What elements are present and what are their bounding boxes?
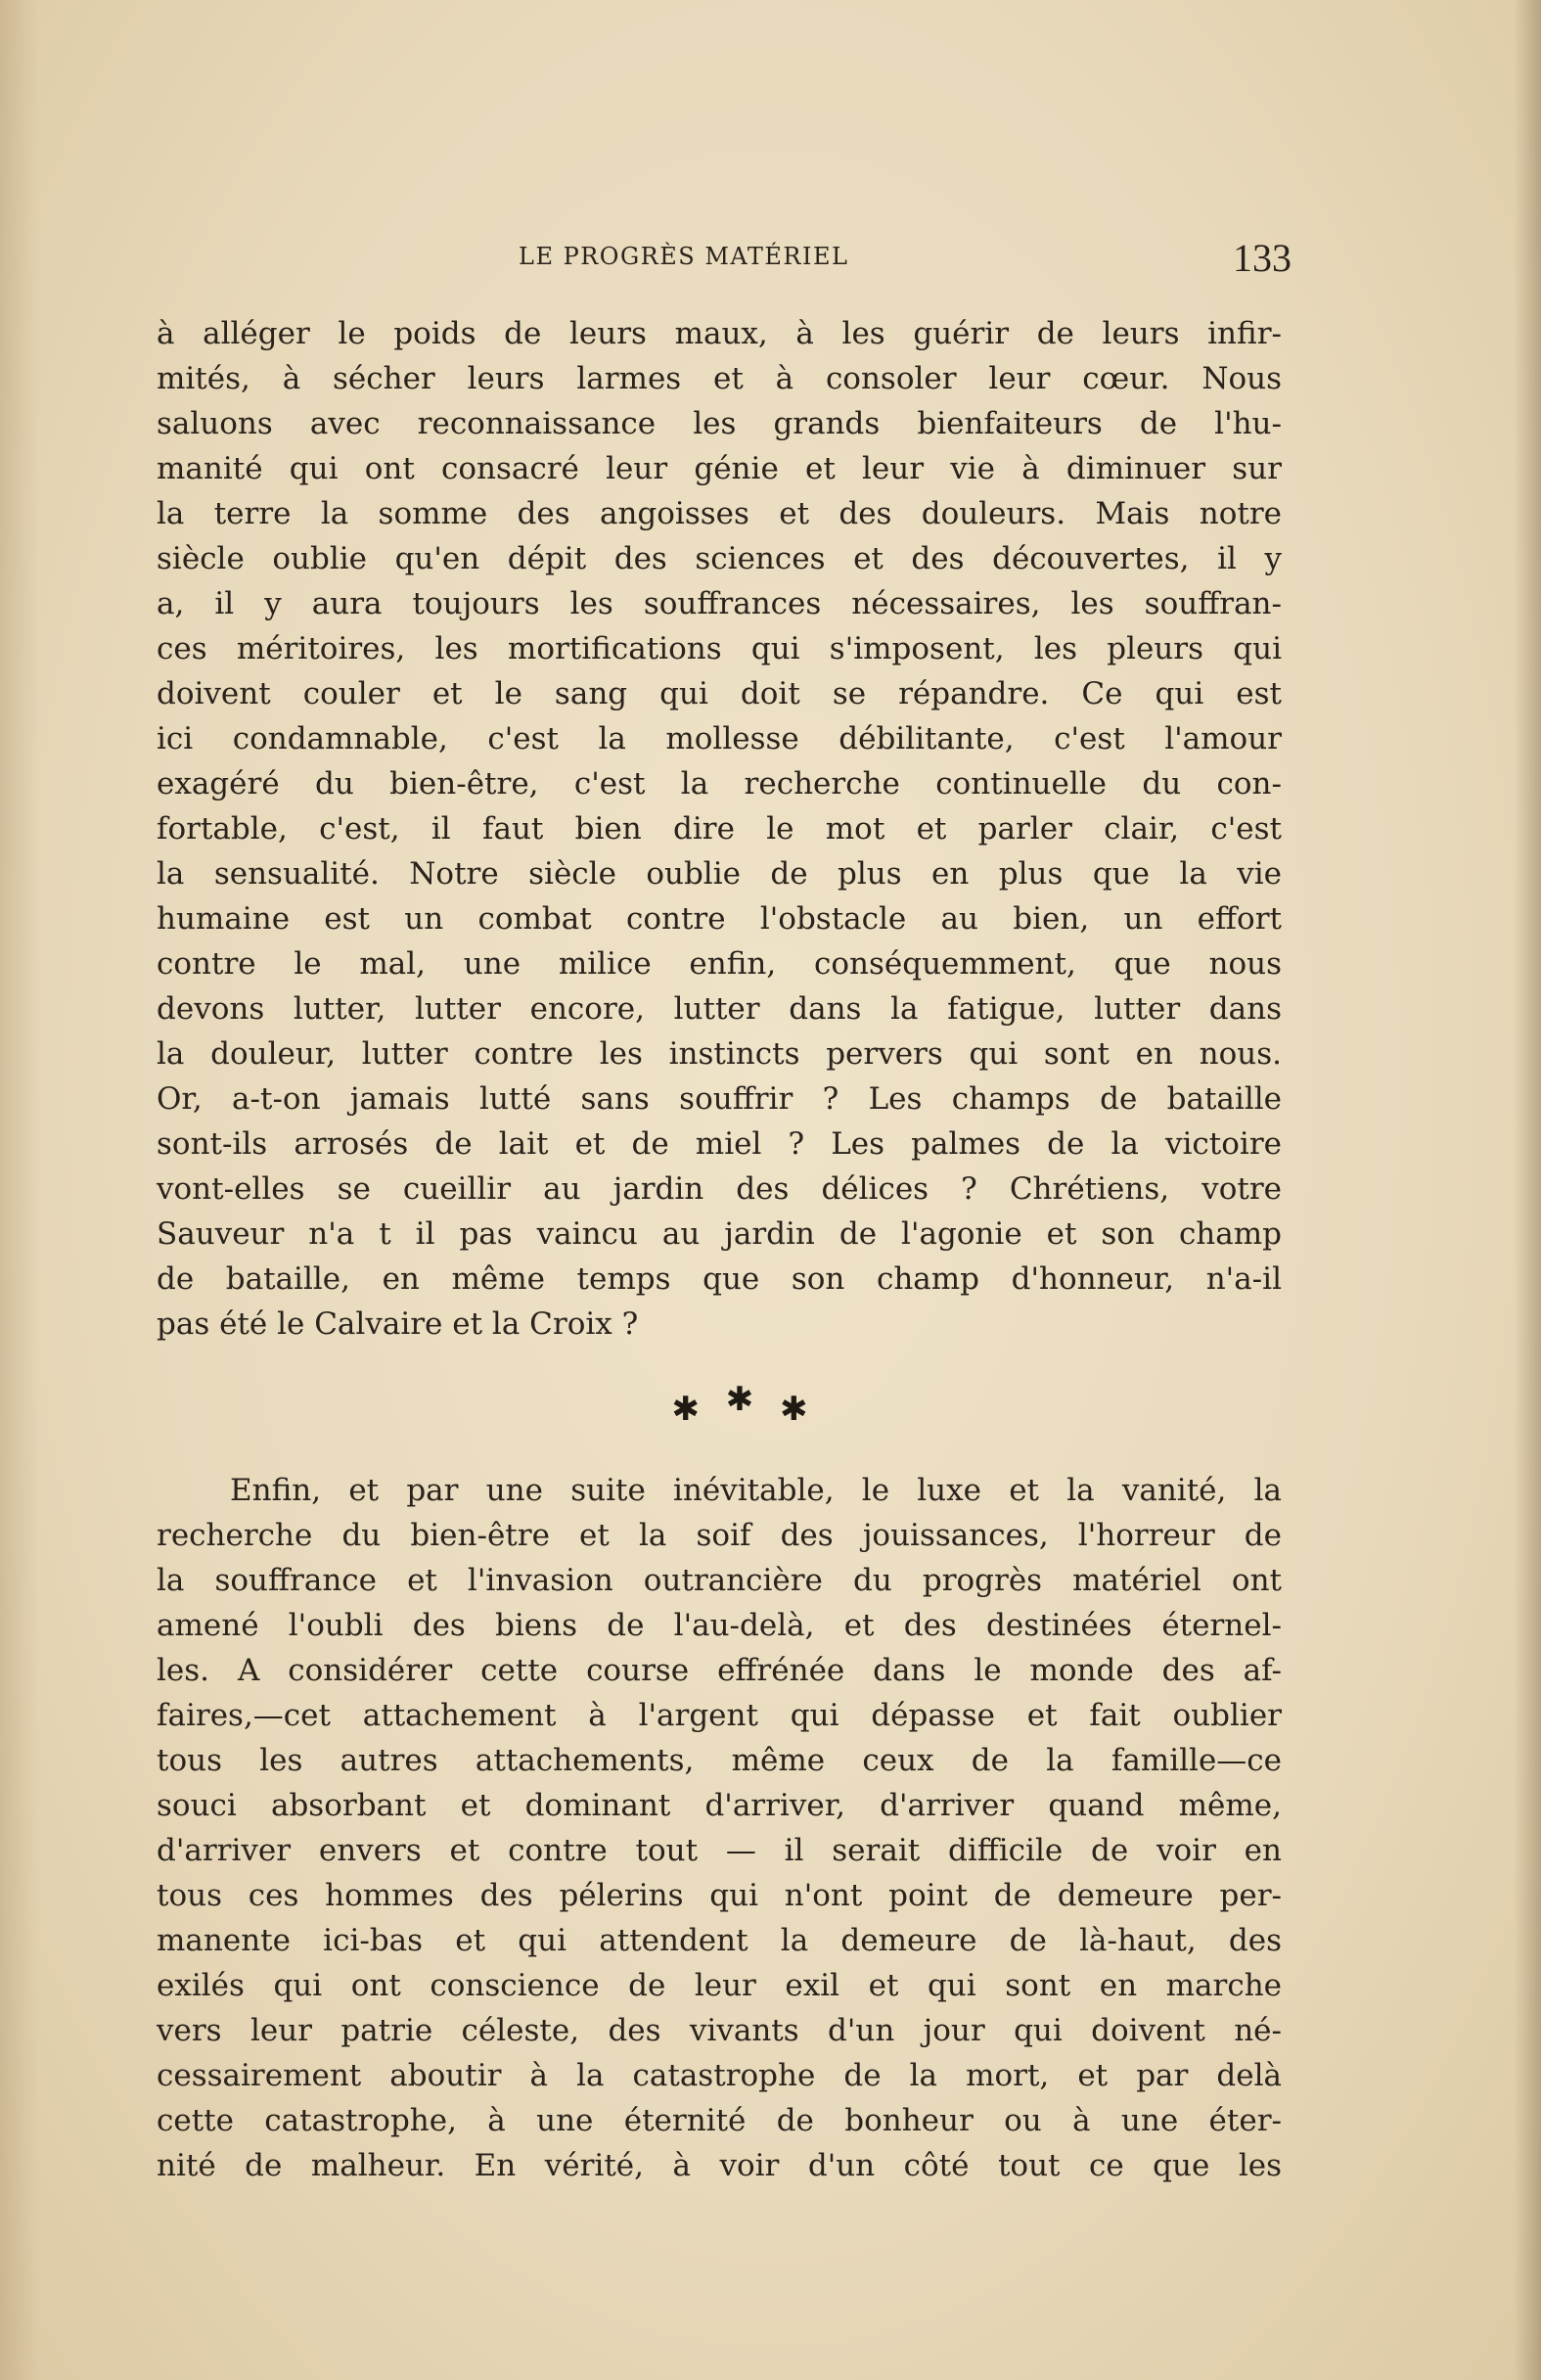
text-line: la douleur, lutter contre les instincts pervers qui sont en nous.	[157, 1036, 1282, 1072]
text-line: manité qui ont consacré leur génie et leur vie à diminuer sur	[157, 451, 1282, 486]
running-title: LE PROGRÈS MATÉRIEL	[519, 243, 849, 270]
text-line: vers leur patrie céleste, des vivants d'un jour qui doivent né-	[157, 2013, 1282, 2048]
paragraph-1	[157, 311, 1282, 1347]
text-line: saluons avec reconnaissance les grands bienfaiteurs de l'hu-	[157, 406, 1282, 441]
text-line: a, il y aura toujours les souffrances nécessaires, les souffran-	[157, 586, 1282, 621]
text-line: amené l'oubli des biens de l'au-delà, et des destinées éternel-	[157, 1608, 1282, 1643]
section-separator	[0, 1380, 1487, 1429]
text-line: les. A considérer cette course effrénée dans le monde des af-	[157, 1653, 1282, 1688]
text-line: d'arriver envers et contre tout — il serait difficile de voir en	[157, 1833, 1282, 1868]
asterisk-icon: ✱	[725, 1380, 762, 1419]
text-line: tous ces hommes des pélerins qui n'ont point de demeure per-	[157, 1878, 1282, 1913]
text-line: souci absorbant et dominant d'arriver, d'arriver quand même,	[157, 1788, 1282, 1823]
paragraph-2	[157, 1468, 1282, 2188]
page-number: 133	[1233, 236, 1292, 280]
text-line: exilés qui ont conscience de leur exil et qui sont en marche	[157, 1968, 1282, 2003]
text-line: siècle oublie qu'en dépit des sciences et des découvertes, il y	[157, 541, 1282, 576]
text-line: pas été le Calvaire et la Croix ?	[157, 1306, 639, 1342]
spine-shadow	[1514, 0, 1541, 2380]
text-line: Sauveur n'a t il pas vaincu au jardin de l'agonie et son champ	[157, 1216, 1282, 1252]
text-line: humaine est un combat contre l'obstacle au bien, un effort	[157, 901, 1282, 937]
text-line: devons lutter, lutter encore, lutter dans la fatigue, lutter dans	[157, 991, 1282, 1027]
running-head	[157, 235, 1292, 284]
text-line: doivent couler et le sang qui doit se répandre. Ce qui est	[157, 676, 1282, 711]
text-line: tous les autres attachements, même ceux de la famille—ce	[157, 1743, 1282, 1778]
text-line: vont-elles se cueillir au jardin des délices ? Chrétiens, votre	[157, 1171, 1282, 1207]
text-line: fortable, c'est, il faut bien dire le mot et parler clair, c'est	[157, 811, 1282, 847]
text-line: contre le mal, une milice enfin, conséquemment, que nous	[157, 946, 1282, 982]
text-line: à alléger le poids de leurs maux, à les guérir de leurs infir-	[157, 316, 1282, 351]
text-line: de bataille, en même temps que son champ d'honneur, n'a-il	[157, 1261, 1282, 1297]
asterisk-icon: ✱	[780, 1390, 816, 1429]
text-line: mités, à sécher leurs larmes et à consoler leur cœur. Nous	[157, 361, 1282, 396]
text-line: Or, a-t-on jamais lutté sans souffrir ? Les champs de bataille	[157, 1081, 1282, 1117]
text-line: recherche du bien-être et la soif des jouissances, l'horreur de	[157, 1518, 1282, 1553]
page-edge-shading	[0, 0, 39, 2380]
text-line: faires,—cet attachement à l'argent qui dépasse et fait oublier	[157, 1698, 1282, 1733]
text-line: cette catastrophe, à une éternité de bonheur ou à une éter-	[157, 2103, 1282, 2138]
text-line: exagéré du bien-être, c'est la recherche continuelle du con-	[157, 766, 1282, 801]
text-line: la souffrance et l'invasion outrancière du progrès matériel ont	[157, 1563, 1282, 1598]
text-line: sont-ils arrosés de lait et de miel ? Les palmes de la victoire	[157, 1126, 1282, 1162]
text-line: la sensualité. Notre siècle oublie de plus en plus que la vie	[157, 856, 1282, 892]
text-line: ces méritoires, les mortifications qui s'imposent, les pleurs qui	[157, 631, 1282, 666]
text-line: cessairement aboutir à la catastrophe de la mort, et par delà	[157, 2058, 1282, 2093]
text-line: nité de malheur. En vérité, à voir d'un côté tout ce que les	[157, 2148, 1282, 2183]
asterisk-icon: ✱	[671, 1390, 707, 1429]
text-line: Enfin, et par une suite inévitable, le luxe et la vanité, la	[230, 1473, 1282, 1508]
text-line: manente ici-bas et qui attendent la demeure de là-haut, des	[157, 1923, 1282, 1958]
text-line: ici condamnable, c'est la mollesse débilitante, c'est l'amour	[157, 721, 1282, 756]
text-line: la terre la somme des angoisses et des douleurs. Mais notre	[157, 496, 1282, 531]
